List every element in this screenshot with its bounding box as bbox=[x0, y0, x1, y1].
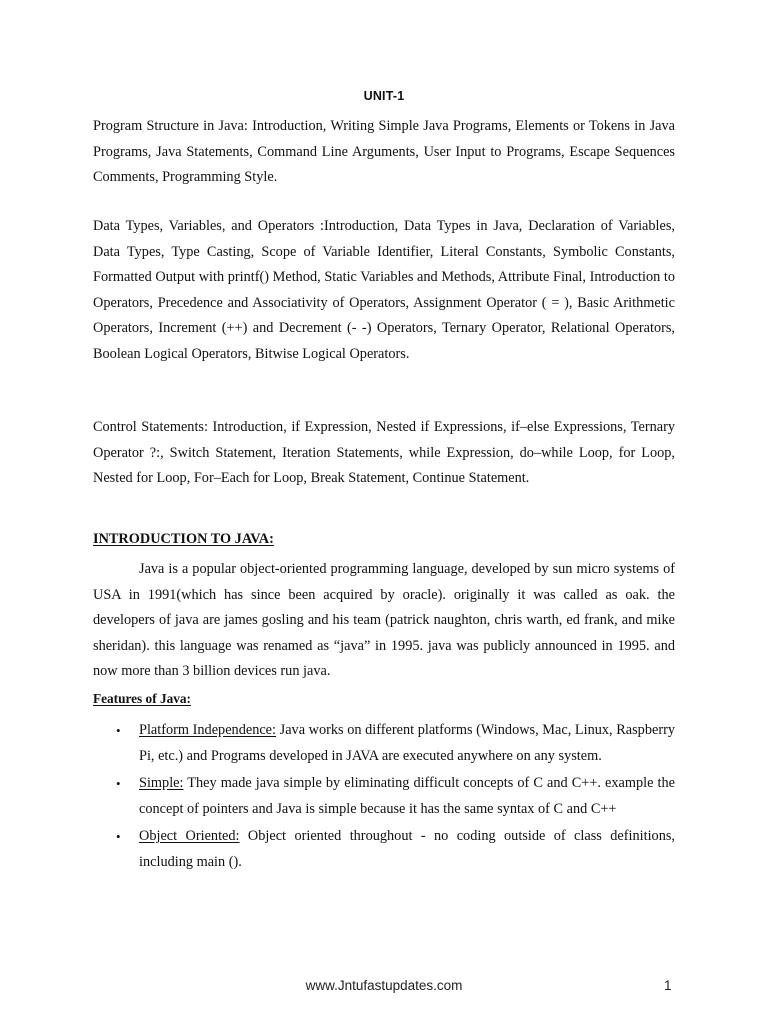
syllabus-data-types: Data Types, Variables, and Operators :Introduction, Data Types in Java, Declaration of Variables, Data Types, Type Casting, Scope of Variable Identifier, Literal Constants, Symbolic Constants, Formatted Output with printf() Method, Static Variables and Methods, Attribute Final, Introduction to Operators, Precedence and Associativity of Operators, Assignment Operator ( = ), Basic Arithmetic Operators, Increment (++) and Decrement (- -) Operators, Ternary Operator, Relational Operators, Boolean Logical Operators, Bitwise Logical Operators. bbox=[93, 218, 675, 362]
unit-title: UNIT-1 bbox=[363, 89, 405, 103]
feature-description: They made java simple by eliminating difficult concepts of C and C++. example the concept of pointers and Java is simple because it has the same syntax of C and C++ bbox=[139, 775, 675, 817]
feature-description: Java works on different platforms (Windows, Mac, Linux, Raspberry Pi, etc.) and Programs developed in JAVA are executed anywhere on any system. bbox=[139, 722, 675, 764]
syllabus-control-statements: Control Statements: Introduction, if Expression, Nested if Expressions, if–else Expressions, Ternary Operator ?:, Switch Statement, Iteration Statements, while Expression, do–while Loop, for Loop, Nested for Loop, For–Each for Loop, Break Statement, Continue Statement. bbox=[93, 419, 675, 486]
bullet-icon: • bbox=[116, 723, 121, 738]
feature-description: Object oriented throughout - no coding outside of class definitions, including main (). bbox=[139, 828, 675, 870]
feature-term: Object Oriented: bbox=[139, 828, 240, 844]
feature-item-simple bbox=[116, 771, 675, 822]
feature-term: Simple: bbox=[139, 775, 184, 791]
footer-url: www.Jntufastupdates.com bbox=[305, 978, 463, 993]
introduction-paragraph: Java is a popular object-oriented programming language, developed by sun micro systems of USA in 1991(which has since been acquired by oracle). originally it was called as oak. the developers of java are james gosling and his team (patrick naughton, chris warth, ed frank, and mike sheridan). this language was renamed as “java” in 1995. java was publicly announced in 1995. and now more than 3 billion devices run java. bbox=[93, 561, 675, 679]
feature-item-object-oriented bbox=[116, 824, 675, 875]
syllabus-program-structure: Program Structure in Java: Introduction, Writing Simple Java Programs, Elements or Tokens in Java Programs, Java Statements, Command Line Arguments, User Input to Programs, Escape Sequences Comments, Programming Style. bbox=[93, 118, 675, 185]
features-heading: Features of Java: bbox=[93, 691, 191, 706]
bullet-icon: • bbox=[116, 829, 121, 844]
feature-term: Platform Independence: bbox=[139, 722, 277, 738]
feature-item-platform-independence bbox=[116, 718, 675, 769]
features-list bbox=[116, 718, 675, 877]
introduction-heading: INTRODUCTION TO JAVA: bbox=[93, 531, 274, 547]
page-number: 1 bbox=[664, 978, 672, 993]
bullet-icon: • bbox=[116, 776, 121, 791]
